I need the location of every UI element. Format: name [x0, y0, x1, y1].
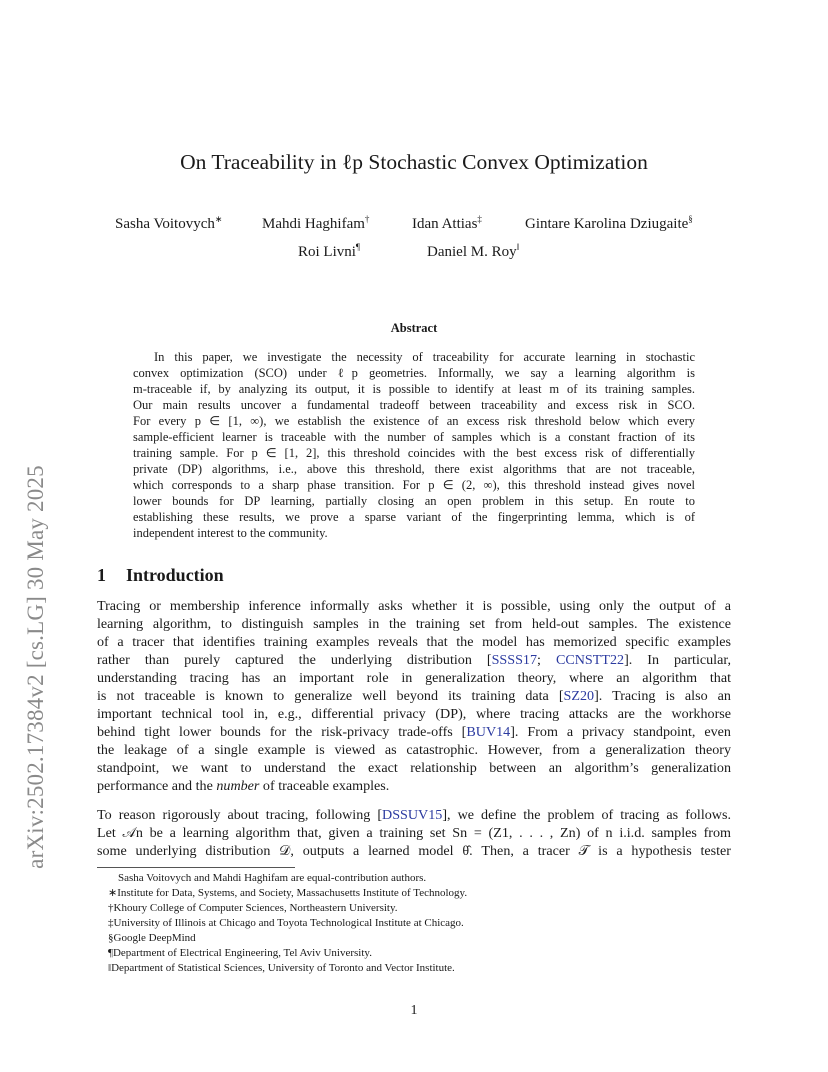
author-mark: ‡	[477, 214, 482, 224]
author	[427, 242, 519, 261]
abstract-line: In this paper, we investigate the necessity of traceability for accurate learning in stochastic	[154, 350, 695, 364]
author	[412, 214, 482, 233]
footnote: ‖Department of Statistical Sciences, University of Toronto and Vector Institute.	[108, 962, 455, 974]
author	[298, 242, 360, 261]
author-name: Daniel M. Roy	[427, 244, 517, 260]
abstract-line: independent interest to the community.	[133, 526, 328, 540]
abstract-line: sample-efficient learner is traceable with the number of samples which is a constant fraction of its	[133, 430, 695, 444]
author-name: Sasha Voitovych	[115, 216, 215, 232]
page-number: 1	[410, 1003, 418, 1018]
body-line: Tracing or membership inference informally asks whether it is possible, using only the output of a	[97, 598, 731, 614]
footnote: §Google DeepMind	[108, 932, 196, 944]
abstract-line: convex optimization (SCO) under ℓp geometries. Informally, we say a learning algorithm is	[133, 366, 695, 380]
body-line: some underlying distribution 𝒟, outputs a learned model θ̂. Then, a tracer 𝒯 is a hypothesis tester	[97, 843, 731, 859]
body-line: of a tracer that identifies training examples reveals that the model has memorized specific examples	[97, 634, 731, 650]
author-name: Roi Livni	[298, 244, 356, 260]
abstract-line: m-traceable if, by analyzing its output, it is possible to identify at least m of its training samples.	[133, 382, 695, 396]
body-line: standpoint, we want to understand the exact relationship between an algorithm’s generalization	[97, 760, 731, 776]
abstract-line: For every p ∈ [1, ∞), we establish the existence of an excess risk threshold below which every	[133, 414, 695, 428]
abstract-line: establishing these results, we prove a sparse variant of the fingerprinting lemma, which is of	[133, 510, 695, 524]
author-name: Gintare Karolina Dziugaite	[525, 216, 689, 232]
author	[115, 214, 222, 233]
abstract-line: private (DP) algorithms, i.e., above this threshold, there exist algorithms that are not traceable,	[133, 462, 695, 476]
footnote: Sasha Voitovych and Mahdi Haghifam are equal-contribution authors.	[118, 872, 427, 884]
paper-title: On Traceability in ℓp Stochastic Convex Optimization	[180, 150, 648, 174]
body-line: behind tight lower bounds for the risk-privacy trade-offs [BUV14]. From a privacy standpoint, even	[97, 724, 731, 740]
footnote: ‡University of Illinois at Chicago and Toyota Technological Institute at Chicago.	[108, 917, 464, 929]
author	[525, 214, 693, 233]
abstract-line: Our main results uncover a fundamental tradeoff between traceability and excess risk in SCO.	[133, 398, 695, 412]
body-line: performance and the number of traceable examples.	[97, 778, 390, 794]
footnote-rule	[97, 867, 295, 868]
footnote: ¶Department of Electrical Engineering, Tel Aviv University.	[108, 947, 372, 959]
arxiv-identifier: arXiv:2502.17384v2 [cs.LG] 30 May 2025	[23, 465, 48, 869]
author-name: Idan Attias	[412, 216, 478, 232]
author	[262, 214, 369, 233]
body-line: the leakage of a single example is viewed as catastrophic. However, from a generalization theory	[97, 742, 731, 758]
body-line: is not traceable is known to generalize well beyond its training data [SZ20]. Tracing is also an	[97, 688, 731, 704]
author-mark: ∗	[214, 214, 223, 224]
section-title: Introduction	[126, 565, 224, 585]
body-line: To reason rigorously about tracing, following [DSSUV15], we define the problem of tracing as follows.	[97, 807, 731, 823]
author-mark: ‖	[516, 242, 520, 252]
author-mark: †	[364, 214, 370, 224]
abstract-line: training sample. For p ∈ [1, 2], this threshold coincides with the best excess risk of differentially	[133, 446, 695, 460]
section-heading	[97, 565, 224, 586]
abstract-heading: Abstract	[390, 321, 438, 335]
footnote: ∗Institute for Data, Systems, and Society, Massachusetts Institute of Technology.	[108, 887, 468, 899]
section-number: 1	[97, 565, 106, 585]
body-line: rather than purely captured the underlying distribution [SSSS17; CCNSTT22]. In particular,	[97, 652, 731, 668]
body-line: Let 𝒜n be a learning algorithm that, given a training set Sn = (Z1, . . . , Zn) of n i.i.d. samples from	[97, 825, 731, 841]
abstract-line: which corresponds to a sharp phase transition. For p ∈ (2, ∞), this threshold instead gives novel	[133, 478, 695, 492]
author-mark: §	[688, 214, 693, 224]
author-mark: ¶	[355, 242, 360, 252]
author-name: Mahdi Haghifam	[262, 216, 365, 232]
body-line: learning algorithm, to distinguish samples in the training set from held-out samples. The existence	[97, 616, 731, 632]
body-line: understanding tracing has an important role in generalization theory, where an algorithm that	[97, 670, 731, 686]
abstract-line: lower bounds for DP learning, partially closing an open problem in this setup. En route to	[133, 494, 695, 508]
body-line: important technical tool in, e.g., differential privacy (DP), where tracing attacks are the workhorse	[97, 706, 731, 722]
footnote: †Khoury College of Computer Sciences, Northeastern University.	[108, 902, 398, 914]
